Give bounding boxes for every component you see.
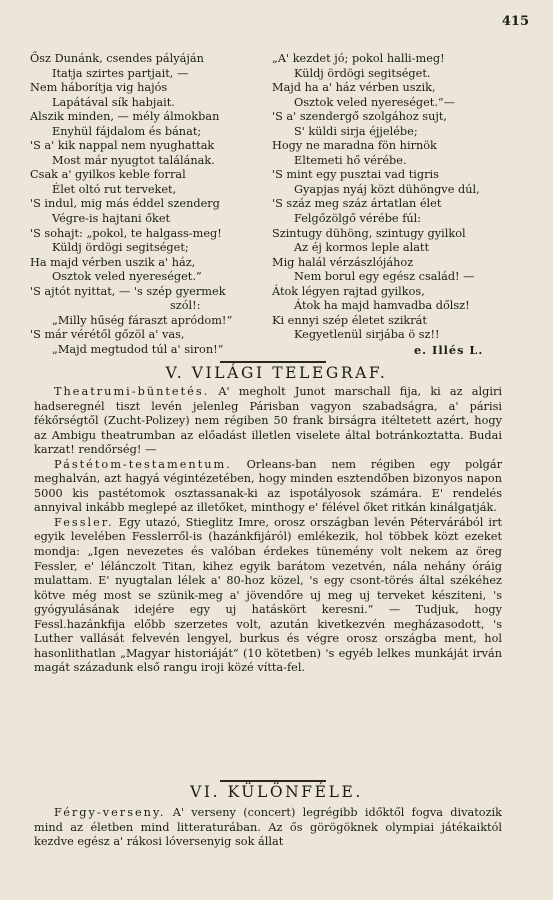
poem-line: S' küldi sirja éjjelébe; xyxy=(294,124,418,138)
poem-line: Lapátával sík habjait. xyxy=(52,95,175,109)
poem-line: 'S indul, mig más éddel szenderg xyxy=(30,197,220,211)
poem-line: Most már nyugtot találának. xyxy=(52,153,215,167)
article-text: Egy utazó, Stieglitz Imre, orosz országban levén Pétervárából irt egyik levelében Fesslerről-is (hazánkfijáról) emlékezik, hol többek közt ezeket mondja: „Igen nevezetes és valóban érdekes tünemény volt nekem az öreg Fessler, e' lélánczolt Titan, kihez egyik barátom vezetvén, nála nehány óráig mulattam. E' nyugtalan lélek a' 80-hoz közel, 's egy csont-törés által székéhez kötve még most se szünik-meg a' jövendőre uj meg uj terveket késziteni, 's gyógyulásának idejére egy uj hatáskört keresni.“ — Tudjuk, hogy Fessl.hazánkfija előbb szerzetes volt, azután kivetkezvén megházasodott, 's Luther vallását felvevén lengyel, burkus és végre orosz országba ment, hol hasonlithatlan „Magyar historiáját“ (10 kötetben) 's egyéb lelkes munkáját irván magát századunk első rangu iroji közé vítta-fel. xyxy=(34,515,502,675)
poem-line: szól!: xyxy=(170,299,201,313)
poem-line: Ősz Dunánk, csendes pályáján xyxy=(30,52,204,65)
article-text: A' verseny (concert) legrégibb időktől fogva divatozik mind az életben mind litteraturában. Az ős görögöknek olympiai játékaiktól kezdve egész a' rákosi lóversenyig sok állat xyxy=(34,806,502,849)
article-paragraph xyxy=(34,458,502,516)
poem-right-column xyxy=(272,52,534,357)
article-heading: Pástétom-testamentum. xyxy=(54,457,232,471)
poem-line: „A' kezdet jó; pokol halli-meg! xyxy=(272,52,445,65)
poem-signature: e. Illés L. xyxy=(414,342,484,357)
poem-line: Eltemeti hő vérébe. xyxy=(294,153,407,167)
poem-line: Nem háborítja vig hajós xyxy=(30,81,168,95)
poem-line: Gyapjas nyáj közt dühöngve dúl, xyxy=(294,182,480,196)
poem-line: Átok ha majd hamvadba dőlsz! xyxy=(294,299,470,313)
article-heading: Fessler. xyxy=(54,515,114,529)
article-paragraph xyxy=(34,806,502,850)
poem-line: Felgőzölgő vérébe fúl: xyxy=(294,212,422,226)
poem-line: Küldj ördögi segitséget; xyxy=(52,241,189,255)
section-telegraf-body xyxy=(34,385,502,676)
article-heading: Férgy-verseny. xyxy=(54,806,166,819)
page-number: 415 xyxy=(501,14,529,29)
poem-line: 'S a' kik nappal nem nyughattak xyxy=(30,139,215,153)
poem-line: Ki ennyi szép életet szikrát xyxy=(272,313,427,327)
poem-line: Mig halál vérzászlójához xyxy=(272,255,414,269)
poem-line: Végre-is hajtani őket xyxy=(52,212,171,226)
poem-line: 'S ajtót nyittat, — 's szép gyermek xyxy=(30,284,226,298)
section-title-kulonfele: VI. KÜLÖNFÉLE. xyxy=(190,783,363,801)
poem-left-column xyxy=(30,52,273,357)
section-kulonfele-body xyxy=(34,806,502,850)
section-title-telegraf: V. VILÁGI TELEGRAF. xyxy=(165,364,388,382)
poem-line: Nem borul egy egész család! — xyxy=(294,270,475,284)
poem-line: 'S mint egy pusztai vad tigris xyxy=(272,168,439,182)
poem-line: 'S már vérétől gőzöl a' vas, xyxy=(30,328,185,342)
section-divider xyxy=(220,361,326,363)
poem-line: Átok légyen rajtad gyilkos, xyxy=(272,284,425,298)
poem-line: „Milly hűség fáraszt apródom!“ xyxy=(52,313,233,327)
poem-line: Élet oltó rut terveket, xyxy=(52,182,177,196)
article-paragraph xyxy=(34,516,502,676)
poem-line: Küldj ördögi segitséget. xyxy=(294,66,431,80)
poem-line: Csak a' gyilkos keble forral xyxy=(30,168,186,182)
poem-line: Osztok veled nyereséget.“ xyxy=(52,270,202,284)
poem-line: Kegyetlenül sirjába ö sz!! xyxy=(294,328,440,342)
poem-line: Hogy ne maradna fön hirnök xyxy=(272,139,437,153)
poem-line: Alszik minden, — mély álmokban xyxy=(30,110,220,124)
article-text: A' megholt Junot marschall fija, ki az algiri hadseregnél tiszt levén jelenleg Párisban vagyon szabadságra, a' párisi fékőrségtől (Zucht-Polizey) nem régiben 50 frank birságra itéltetett azért, hogy az Ambigu theatrumban az előadást illetlen viselete által botránkoztatta. Budai karzat! rendőrség! — xyxy=(34,385,502,457)
section-divider xyxy=(220,780,326,782)
poem-line: 'S a' szendergő szolgához sujt, xyxy=(272,110,447,124)
poem-line: Az éj kormos leple alatt xyxy=(294,241,430,255)
poem-line: Szintugy dühöng, szintugy gyilkol xyxy=(272,226,466,240)
poem-line: Ha majd vérben uszik a' ház, xyxy=(30,255,196,269)
poem-line: 'S sohajt: „pokol, te halgass-meg! xyxy=(30,226,222,240)
article-text: Orleans-ban nem régiben egy polgár meghalván, azt hagyá végintézetében, hogy minden esztendőben bizonyos napon 5000 kis pastétomok osztassanak-ki az ispotályosok számára. E' rendelés annyival inkább meglepé az illetőket, minthogy e' félével őket ritkán kinálgatják. xyxy=(34,457,502,515)
poem-line: Itatja szirtes partjait, — xyxy=(52,66,189,80)
poem-line: 'S száz meg száz ártatlan élet xyxy=(272,197,442,211)
article-paragraph xyxy=(34,385,502,458)
poem-line: Majd ha a' ház vérben uszik, xyxy=(272,81,436,95)
article-heading: Theatrumi-büntetés. xyxy=(54,385,210,398)
poem-line: „Majd megtudod túl a' siron!“ xyxy=(52,342,224,356)
poem-line: Osztok veled nyereséget.“— xyxy=(294,95,456,109)
poem-line: Enyhül fájdalom és bánat; xyxy=(52,124,202,138)
